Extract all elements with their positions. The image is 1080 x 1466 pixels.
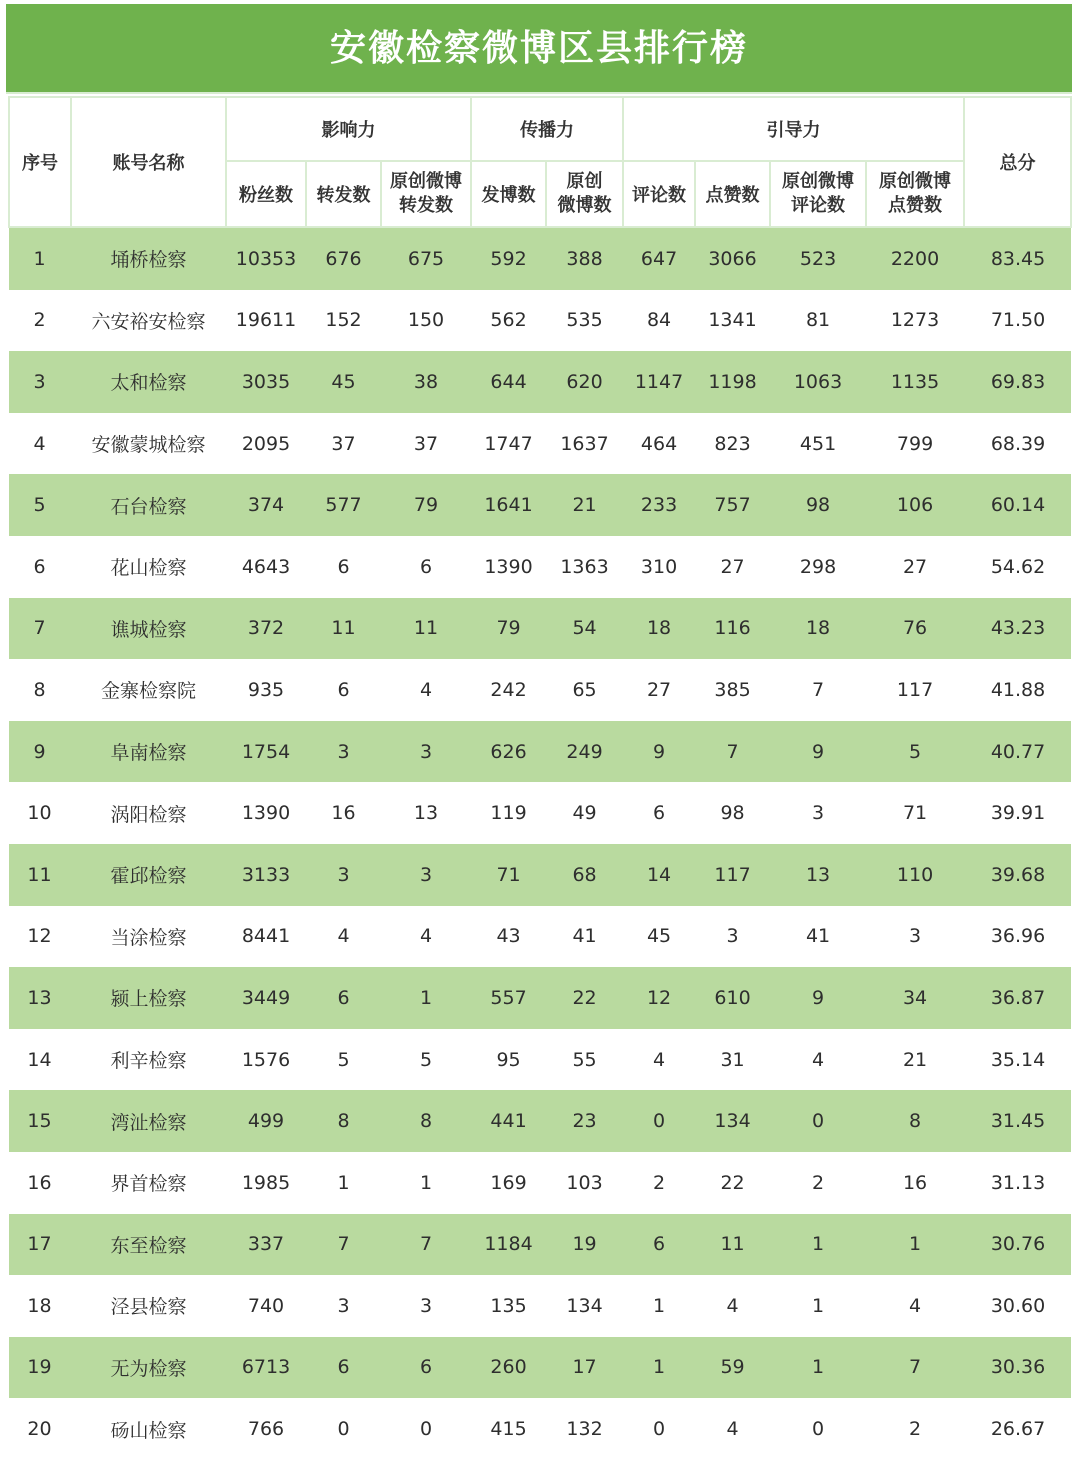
cell-total-score: 39.68 bbox=[964, 844, 1071, 906]
cell-total-score: 30.76 bbox=[964, 1214, 1071, 1276]
cell-original-posts: 1363 bbox=[546, 536, 623, 598]
cell-comments: 233 bbox=[623, 474, 695, 536]
cell-original-posts: 68 bbox=[546, 844, 623, 906]
table-row bbox=[9, 1152, 1071, 1214]
cell-total-score: 36.96 bbox=[964, 906, 1071, 968]
cell-original-reposts: 6 bbox=[381, 536, 471, 598]
cell-likes: 385 bbox=[695, 659, 770, 721]
header-total-score: 总分 bbox=[964, 97, 1071, 227]
cell-comments: 310 bbox=[623, 536, 695, 598]
cell-reposts: 37 bbox=[306, 413, 381, 475]
cell-original-reposts: 6 bbox=[381, 1337, 471, 1399]
cell-original-reposts: 3 bbox=[381, 844, 471, 906]
cell-original-comments: 1 bbox=[770, 1337, 866, 1399]
cell-original-comments: 4 bbox=[770, 1029, 866, 1091]
cell-reposts: 676 bbox=[306, 227, 381, 290]
cell-reposts: 16 bbox=[306, 782, 381, 844]
header-original-likes-line1: 原创微博 bbox=[879, 171, 952, 192]
header-group-spread: 传播力 bbox=[471, 97, 623, 161]
cell-original-reposts: 3 bbox=[381, 721, 471, 783]
cell-original-likes: 117 bbox=[866, 659, 964, 721]
table-row bbox=[9, 227, 1071, 290]
cell-account-name: 霍邱检察 bbox=[71, 844, 226, 906]
cell-comments: 45 bbox=[623, 906, 695, 968]
cell-comments: 1147 bbox=[623, 351, 695, 413]
cell-fans: 4643 bbox=[226, 536, 306, 598]
cell-original-comments: 2 bbox=[770, 1152, 866, 1214]
header-original-posts bbox=[546, 161, 623, 227]
cell-reposts: 11 bbox=[306, 598, 381, 660]
cell-total-score: 68.39 bbox=[964, 413, 1071, 475]
cell-rank: 5 bbox=[9, 474, 71, 536]
cell-likes: 59 bbox=[695, 1337, 770, 1399]
cell-total-score: 35.14 bbox=[964, 1029, 1071, 1091]
header-likes: 点赞数 bbox=[695, 161, 770, 227]
cell-original-reposts: 7 bbox=[381, 1214, 471, 1276]
cell-posts: 1390 bbox=[471, 536, 546, 598]
header-fans: 粉丝数 bbox=[226, 161, 306, 227]
title-bar bbox=[6, 4, 1072, 94]
cell-original-posts: 54 bbox=[546, 598, 623, 660]
cell-original-reposts: 3 bbox=[381, 1275, 471, 1337]
cell-posts: 441 bbox=[471, 1090, 546, 1152]
cell-original-likes: 2 bbox=[866, 1398, 964, 1460]
table-row bbox=[9, 844, 1071, 906]
cell-original-posts: 41 bbox=[546, 906, 623, 968]
cell-reposts: 5 bbox=[306, 1029, 381, 1091]
cell-total-score: 31.45 bbox=[964, 1090, 1071, 1152]
cell-total-score: 30.36 bbox=[964, 1337, 1071, 1399]
cell-posts: 562 bbox=[471, 290, 546, 352]
cell-reposts: 6 bbox=[306, 659, 381, 721]
cell-rank: 11 bbox=[9, 844, 71, 906]
cell-reposts: 3 bbox=[306, 721, 381, 783]
cell-original-likes: 1273 bbox=[866, 290, 964, 352]
cell-original-reposts: 38 bbox=[381, 351, 471, 413]
ranking-table bbox=[8, 96, 1072, 1460]
cell-original-likes: 106 bbox=[866, 474, 964, 536]
cell-comments: 18 bbox=[623, 598, 695, 660]
cell-account-name: 湾沚检察 bbox=[71, 1090, 226, 1152]
cell-likes: 823 bbox=[695, 413, 770, 475]
cell-original-likes: 1 bbox=[866, 1214, 964, 1276]
cell-original-reposts: 13 bbox=[381, 782, 471, 844]
cell-comments: 1 bbox=[623, 1337, 695, 1399]
cell-account-name: 涡阳检察 bbox=[71, 782, 226, 844]
cell-original-likes: 7 bbox=[866, 1337, 964, 1399]
cell-original-posts: 249 bbox=[546, 721, 623, 783]
cell-rank: 6 bbox=[9, 536, 71, 598]
cell-original-comments: 98 bbox=[770, 474, 866, 536]
cell-account-name: 东至检察 bbox=[71, 1214, 226, 1276]
cell-posts: 415 bbox=[471, 1398, 546, 1460]
cell-likes: 31 bbox=[695, 1029, 770, 1091]
cell-posts: 119 bbox=[471, 782, 546, 844]
header-original-reposts bbox=[381, 161, 471, 227]
cell-fans: 766 bbox=[226, 1398, 306, 1460]
cell-original-likes: 2200 bbox=[866, 227, 964, 290]
table-row bbox=[9, 413, 1071, 475]
cell-account-name: 界首检察 bbox=[71, 1152, 226, 1214]
cell-likes: 7 bbox=[695, 721, 770, 783]
table-row bbox=[9, 721, 1071, 783]
cell-original-posts: 388 bbox=[546, 227, 623, 290]
cell-posts: 242 bbox=[471, 659, 546, 721]
header-original-comments bbox=[770, 161, 866, 227]
cell-total-score: 41.88 bbox=[964, 659, 1071, 721]
cell-rank: 1 bbox=[9, 227, 71, 290]
cell-likes: 98 bbox=[695, 782, 770, 844]
cell-account-name: 泾县检察 bbox=[71, 1275, 226, 1337]
cell-comments: 0 bbox=[623, 1398, 695, 1460]
cell-original-comments: 298 bbox=[770, 536, 866, 598]
cell-total-score: 54.62 bbox=[964, 536, 1071, 598]
cell-fans: 2095 bbox=[226, 413, 306, 475]
cell-rank: 20 bbox=[9, 1398, 71, 1460]
cell-account-name: 花山检察 bbox=[71, 536, 226, 598]
table-row bbox=[9, 906, 1071, 968]
cell-likes: 22 bbox=[695, 1152, 770, 1214]
cell-posts: 626 bbox=[471, 721, 546, 783]
cell-original-posts: 49 bbox=[546, 782, 623, 844]
header-account-name: 账号名称 bbox=[71, 97, 226, 227]
header-comments: 评论数 bbox=[623, 161, 695, 227]
cell-original-comments: 0 bbox=[770, 1398, 866, 1460]
cell-original-likes: 16 bbox=[866, 1152, 964, 1214]
cell-posts: 1184 bbox=[471, 1214, 546, 1276]
cell-original-comments: 1063 bbox=[770, 351, 866, 413]
cell-rank: 9 bbox=[9, 721, 71, 783]
cell-likes: 134 bbox=[695, 1090, 770, 1152]
cell-comments: 6 bbox=[623, 782, 695, 844]
cell-original-reposts: 11 bbox=[381, 598, 471, 660]
cell-comments: 84 bbox=[623, 290, 695, 352]
cell-total-score: 71.50 bbox=[964, 290, 1071, 352]
cell-likes: 116 bbox=[695, 598, 770, 660]
cell-original-comments: 1 bbox=[770, 1275, 866, 1337]
cell-reposts: 152 bbox=[306, 290, 381, 352]
cell-rank: 19 bbox=[9, 1337, 71, 1399]
cell-posts: 1747 bbox=[471, 413, 546, 475]
cell-comments: 4 bbox=[623, 1029, 695, 1091]
cell-original-comments: 0 bbox=[770, 1090, 866, 1152]
header-original-comments-line1: 原创微博 bbox=[782, 171, 855, 192]
cell-original-reposts: 8 bbox=[381, 1090, 471, 1152]
cell-account-name: 金寨检察院 bbox=[71, 659, 226, 721]
cell-likes: 4 bbox=[695, 1275, 770, 1337]
cell-likes: 1341 bbox=[695, 290, 770, 352]
table-row bbox=[9, 1275, 1071, 1337]
cell-fans: 19611 bbox=[226, 290, 306, 352]
cell-total-score: 30.60 bbox=[964, 1275, 1071, 1337]
cell-original-likes: 34 bbox=[866, 967, 964, 1029]
cell-original-likes: 21 bbox=[866, 1029, 964, 1091]
cell-rank: 2 bbox=[9, 290, 71, 352]
cell-original-posts: 65 bbox=[546, 659, 623, 721]
cell-original-comments: 451 bbox=[770, 413, 866, 475]
cell-rank: 4 bbox=[9, 413, 71, 475]
cell-likes: 3066 bbox=[695, 227, 770, 290]
cell-account-name: 石台检察 bbox=[71, 474, 226, 536]
cell-posts: 135 bbox=[471, 1275, 546, 1337]
header-posts: 发博数 bbox=[471, 161, 546, 227]
cell-rank: 16 bbox=[9, 1152, 71, 1214]
cell-original-posts: 103 bbox=[546, 1152, 623, 1214]
table-row bbox=[9, 1214, 1071, 1276]
cell-fans: 8441 bbox=[226, 906, 306, 968]
cell-comments: 647 bbox=[623, 227, 695, 290]
cell-reposts: 577 bbox=[306, 474, 381, 536]
header-original-likes-line2: 点赞数 bbox=[888, 195, 943, 216]
cell-rank: 18 bbox=[9, 1275, 71, 1337]
cell-likes: 610 bbox=[695, 967, 770, 1029]
cell-original-reposts: 4 bbox=[381, 659, 471, 721]
cell-fans: 3035 bbox=[226, 351, 306, 413]
header-group-influence: 影响力 bbox=[226, 97, 471, 161]
cell-original-comments: 41 bbox=[770, 906, 866, 968]
cell-total-score: 40.77 bbox=[964, 721, 1071, 783]
cell-original-comments: 7 bbox=[770, 659, 866, 721]
ranking-card bbox=[6, 4, 1072, 1462]
cell-reposts: 8 bbox=[306, 1090, 381, 1152]
header-reposts: 转发数 bbox=[306, 161, 381, 227]
cell-posts: 1641 bbox=[471, 474, 546, 536]
header-original-reposts-line1: 原创微博 bbox=[390, 171, 463, 192]
cell-original-posts: 535 bbox=[546, 290, 623, 352]
cell-total-score: 26.67 bbox=[964, 1398, 1071, 1460]
cell-comments: 464 bbox=[623, 413, 695, 475]
cell-likes: 3 bbox=[695, 906, 770, 968]
cell-posts: 260 bbox=[471, 1337, 546, 1399]
cell-account-name: 安徽蒙城检察 bbox=[71, 413, 226, 475]
header-rank: 序号 bbox=[9, 97, 71, 227]
cell-rank: 10 bbox=[9, 782, 71, 844]
cell-original-posts: 620 bbox=[546, 351, 623, 413]
cell-account-name: 当涂检察 bbox=[71, 906, 226, 968]
cell-fans: 10353 bbox=[226, 227, 306, 290]
cell-account-name: 埇桥检察 bbox=[71, 227, 226, 290]
cell-fans: 1985 bbox=[226, 1152, 306, 1214]
cell-original-comments: 3 bbox=[770, 782, 866, 844]
header-original-posts-line2: 微博数 bbox=[557, 195, 612, 216]
cell-total-score: 60.14 bbox=[964, 474, 1071, 536]
table-header bbox=[9, 97, 1071, 227]
cell-reposts: 3 bbox=[306, 844, 381, 906]
cell-fans: 499 bbox=[226, 1090, 306, 1152]
cell-original-reposts: 1 bbox=[381, 967, 471, 1029]
cell-comments: 1 bbox=[623, 1275, 695, 1337]
cell-account-name: 谯城检察 bbox=[71, 598, 226, 660]
header-group-guide: 引导力 bbox=[623, 97, 964, 161]
cell-likes: 4 bbox=[695, 1398, 770, 1460]
cell-posts: 169 bbox=[471, 1152, 546, 1214]
cell-posts: 644 bbox=[471, 351, 546, 413]
cell-likes: 757 bbox=[695, 474, 770, 536]
cell-fans: 372 bbox=[226, 598, 306, 660]
cell-original-posts: 1637 bbox=[546, 413, 623, 475]
cell-original-posts: 22 bbox=[546, 967, 623, 1029]
cell-original-reposts: 5 bbox=[381, 1029, 471, 1091]
cell-likes: 11 bbox=[695, 1214, 770, 1276]
cell-posts: 95 bbox=[471, 1029, 546, 1091]
cell-total-score: 43.23 bbox=[964, 598, 1071, 660]
cell-original-posts: 21 bbox=[546, 474, 623, 536]
cell-comments: 2 bbox=[623, 1152, 695, 1214]
cell-fans: 1576 bbox=[226, 1029, 306, 1091]
table-body bbox=[9, 227, 1071, 1460]
cell-likes: 27 bbox=[695, 536, 770, 598]
cell-reposts: 3 bbox=[306, 1275, 381, 1337]
cell-fans: 1754 bbox=[226, 721, 306, 783]
cell-original-comments: 13 bbox=[770, 844, 866, 906]
cell-original-likes: 71 bbox=[866, 782, 964, 844]
cell-original-comments: 18 bbox=[770, 598, 866, 660]
cell-total-score: 31.13 bbox=[964, 1152, 1071, 1214]
cell-original-likes: 110 bbox=[866, 844, 964, 906]
cell-rank: 12 bbox=[9, 906, 71, 968]
cell-rank: 3 bbox=[9, 351, 71, 413]
table-row bbox=[9, 474, 1071, 536]
cell-account-name: 砀山检察 bbox=[71, 1398, 226, 1460]
table-row bbox=[9, 1398, 1071, 1460]
cell-original-comments: 1 bbox=[770, 1214, 866, 1276]
table-row bbox=[9, 536, 1071, 598]
page-title: 安徽检察微博区县排行榜 bbox=[329, 27, 748, 69]
header-original-comments-line2: 评论数 bbox=[791, 195, 846, 216]
cell-rank: 14 bbox=[9, 1029, 71, 1091]
cell-rank: 17 bbox=[9, 1214, 71, 1276]
cell-fans: 1390 bbox=[226, 782, 306, 844]
cell-reposts: 6 bbox=[306, 1337, 381, 1399]
cell-original-likes: 27 bbox=[866, 536, 964, 598]
cell-posts: 557 bbox=[471, 967, 546, 1029]
cell-original-likes: 76 bbox=[866, 598, 964, 660]
cell-reposts: 45 bbox=[306, 351, 381, 413]
cell-rank: 15 bbox=[9, 1090, 71, 1152]
cell-total-score: 36.87 bbox=[964, 967, 1071, 1029]
table-row bbox=[9, 351, 1071, 413]
cell-total-score: 69.83 bbox=[964, 351, 1071, 413]
cell-original-likes: 799 bbox=[866, 413, 964, 475]
cell-original-likes: 3 bbox=[866, 906, 964, 968]
cell-account-name: 阜南检察 bbox=[71, 721, 226, 783]
cell-original-comments: 9 bbox=[770, 967, 866, 1029]
cell-posts: 43 bbox=[471, 906, 546, 968]
table-row bbox=[9, 659, 1071, 721]
cell-fans: 935 bbox=[226, 659, 306, 721]
cell-account-name: 利辛检察 bbox=[71, 1029, 226, 1091]
cell-fans: 3449 bbox=[226, 967, 306, 1029]
header-original-reposts-line2: 转发数 bbox=[399, 195, 454, 216]
cell-account-name: 无为检察 bbox=[71, 1337, 226, 1399]
table-row bbox=[9, 1337, 1071, 1399]
cell-original-likes: 5 bbox=[866, 721, 964, 783]
cell-comments: 6 bbox=[623, 1214, 695, 1276]
cell-likes: 1198 bbox=[695, 351, 770, 413]
cell-reposts: 1 bbox=[306, 1152, 381, 1214]
cell-original-likes: 4 bbox=[866, 1275, 964, 1337]
cell-fans: 740 bbox=[226, 1275, 306, 1337]
cell-original-reposts: 79 bbox=[381, 474, 471, 536]
cell-original-posts: 132 bbox=[546, 1398, 623, 1460]
cell-total-score: 39.91 bbox=[964, 782, 1071, 844]
cell-comments: 9 bbox=[623, 721, 695, 783]
cell-rank: 13 bbox=[9, 967, 71, 1029]
cell-comments: 12 bbox=[623, 967, 695, 1029]
cell-original-likes: 8 bbox=[866, 1090, 964, 1152]
cell-original-comments: 9 bbox=[770, 721, 866, 783]
cell-original-reposts: 4 bbox=[381, 906, 471, 968]
cell-likes: 117 bbox=[695, 844, 770, 906]
table-row bbox=[9, 967, 1071, 1029]
cell-posts: 592 bbox=[471, 227, 546, 290]
cell-fans: 337 bbox=[226, 1214, 306, 1276]
cell-rank: 8 bbox=[9, 659, 71, 721]
cell-original-comments: 523 bbox=[770, 227, 866, 290]
table-row bbox=[9, 1029, 1071, 1091]
table-row bbox=[9, 782, 1071, 844]
cell-original-reposts: 37 bbox=[381, 413, 471, 475]
cell-original-posts: 55 bbox=[546, 1029, 623, 1091]
cell-original-reposts: 675 bbox=[381, 227, 471, 290]
cell-posts: 79 bbox=[471, 598, 546, 660]
cell-original-reposts: 0 bbox=[381, 1398, 471, 1460]
cell-fans: 3133 bbox=[226, 844, 306, 906]
cell-original-comments: 81 bbox=[770, 290, 866, 352]
cell-reposts: 6 bbox=[306, 967, 381, 1029]
cell-comments: 14 bbox=[623, 844, 695, 906]
cell-original-posts: 23 bbox=[546, 1090, 623, 1152]
cell-posts: 71 bbox=[471, 844, 546, 906]
cell-original-posts: 17 bbox=[546, 1337, 623, 1399]
cell-reposts: 0 bbox=[306, 1398, 381, 1460]
header-original-posts-line1: 原创 bbox=[566, 171, 603, 192]
cell-account-name: 颍上检察 bbox=[71, 967, 226, 1029]
cell-total-score: 83.45 bbox=[964, 227, 1071, 290]
cell-fans: 6713 bbox=[226, 1337, 306, 1399]
cell-original-reposts: 1 bbox=[381, 1152, 471, 1214]
cell-rank: 7 bbox=[9, 598, 71, 660]
cell-comments: 27 bbox=[623, 659, 695, 721]
cell-original-posts: 19 bbox=[546, 1214, 623, 1276]
header-original-likes bbox=[866, 161, 964, 227]
table-row bbox=[9, 290, 1071, 352]
cell-reposts: 6 bbox=[306, 536, 381, 598]
cell-original-likes: 1135 bbox=[866, 351, 964, 413]
cell-comments: 0 bbox=[623, 1090, 695, 1152]
cell-account-name: 六安裕安检察 bbox=[71, 290, 226, 352]
cell-reposts: 4 bbox=[306, 906, 381, 968]
cell-fans: 374 bbox=[226, 474, 306, 536]
cell-account-name: 太和检察 bbox=[71, 351, 226, 413]
table-row bbox=[9, 1090, 1071, 1152]
cell-reposts: 7 bbox=[306, 1214, 381, 1276]
cell-original-reposts: 150 bbox=[381, 290, 471, 352]
cell-original-posts: 134 bbox=[546, 1275, 623, 1337]
table-row bbox=[9, 598, 1071, 660]
